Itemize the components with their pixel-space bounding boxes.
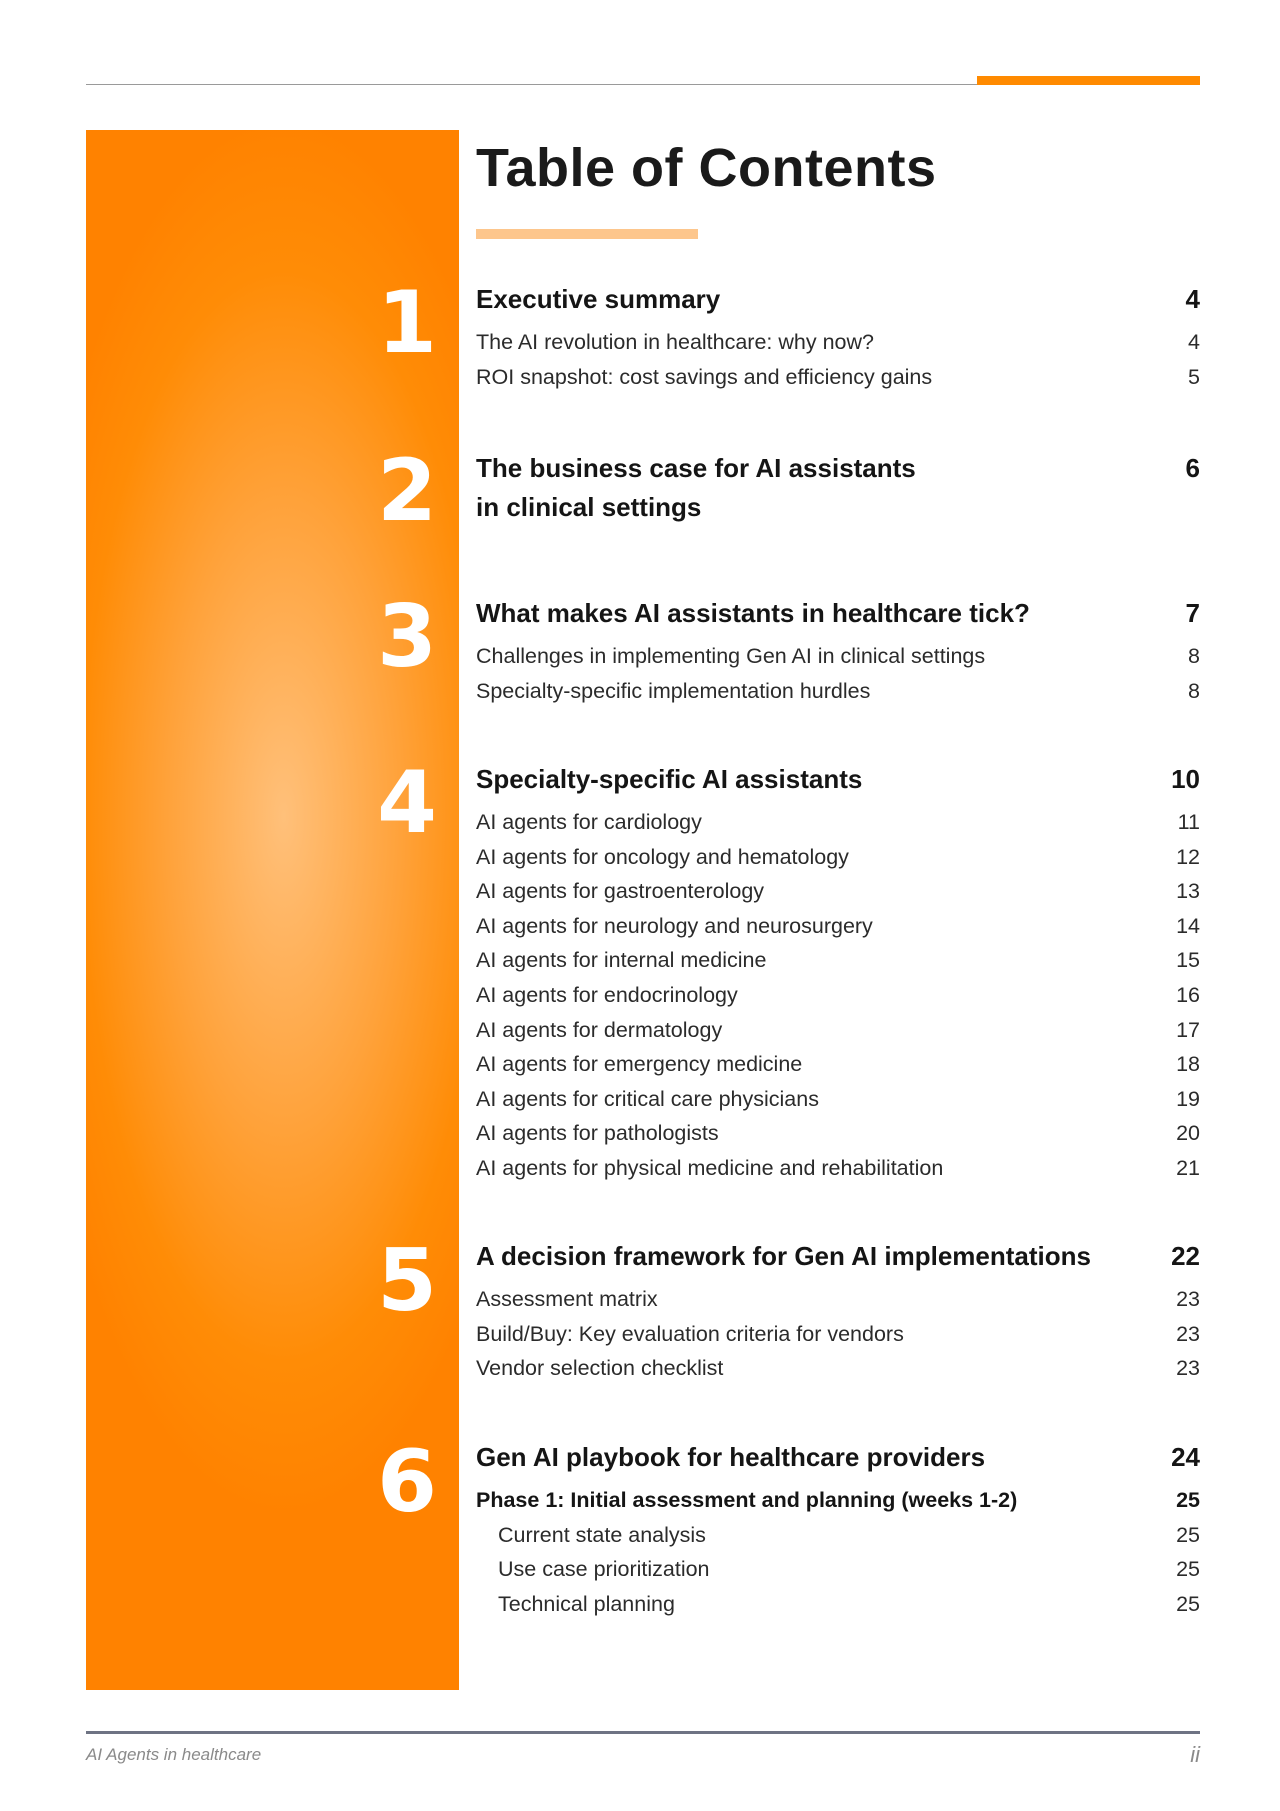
toc-entry-page: 13 bbox=[1176, 879, 1200, 904]
toc-entry-page: 25 bbox=[1176, 1557, 1200, 1582]
toc-entry-label: AI agents for dermatology bbox=[476, 1017, 723, 1042]
toc-entry-label: Assessment matrix bbox=[476, 1287, 658, 1311]
toc-entry-page: 12 bbox=[1176, 844, 1200, 869]
toc-entry-label: Current state analysis bbox=[498, 1522, 706, 1547]
toc-section-page: 6 bbox=[1185, 453, 1200, 483]
toc-section-heading[interactable] bbox=[476, 1438, 1200, 1477]
toc-section-6 bbox=[476, 1438, 1200, 1621]
toc-entry[interactable] bbox=[476, 909, 1200, 944]
toc-entry-label: AI agents for neurology and neurosurgery bbox=[476, 913, 873, 938]
toc-entry-page: 11 bbox=[1177, 810, 1200, 834]
footer-document-title: AI Agents in healthcare bbox=[86, 1745, 262, 1764]
toc-entry-label: Build/Buy: Key evaluation criteria for vendors bbox=[476, 1321, 904, 1346]
footer-page-number: ii bbox=[1190, 1742, 1200, 1767]
toc-entry[interactable] bbox=[476, 674, 1200, 709]
toc-entry-page: 8 bbox=[1188, 644, 1200, 668]
toc-entry-label: Specialty-specific implementation hurdles bbox=[476, 678, 871, 703]
toc-section-title bbox=[476, 449, 1116, 527]
toc-section-page: 4 bbox=[1185, 284, 1200, 314]
toc-entry[interactable] bbox=[476, 1552, 1200, 1587]
section-number-3: 3 bbox=[377, 587, 437, 687]
toc-section-title-line1: The business case for AI assistants bbox=[476, 453, 916, 483]
footer-rule bbox=[86, 1731, 1200, 1734]
toc-entry-page: 15 bbox=[1176, 948, 1200, 973]
toc-section-page: 24 bbox=[1171, 1442, 1200, 1472]
toc-entry-page: 21 bbox=[1176, 1155, 1200, 1180]
toc-entry-label: AI agents for gastroenterology bbox=[476, 879, 765, 904]
toc-entry-page: 19 bbox=[1176, 1086, 1200, 1111]
toc-entry-label: AI agents for critical care physicians bbox=[476, 1086, 819, 1111]
toc-entry[interactable] bbox=[476, 943, 1200, 978]
toc-section-heading[interactable] bbox=[476, 449, 1200, 527]
toc-entry-page: 4 bbox=[1188, 330, 1200, 354]
toc-entry-label: AI agents for cardiology bbox=[476, 810, 702, 834]
toc-entry-label: AI agents for emergency medicine bbox=[476, 1052, 803, 1077]
title-underline bbox=[476, 229, 698, 239]
section-number-1: 1 bbox=[377, 273, 437, 373]
toc-entry-label: AI agents for pathologists bbox=[476, 1121, 719, 1146]
toc-entry-page: 8 bbox=[1188, 678, 1200, 703]
top-accent-bar bbox=[977, 76, 1200, 85]
toc-section-3 bbox=[476, 594, 1200, 708]
toc-entry[interactable] bbox=[476, 1282, 1200, 1317]
toc-section-title: A decision framework for Gen AI implementations bbox=[476, 1241, 1091, 1271]
toc-entry[interactable] bbox=[476, 1082, 1200, 1117]
toc-entry[interactable] bbox=[476, 874, 1200, 909]
toc-entry-page: 23 bbox=[1176, 1287, 1200, 1311]
toc-entry[interactable] bbox=[476, 639, 1200, 674]
toc-section-1 bbox=[476, 280, 1200, 394]
toc-entry-label: The AI revolution in healthcare: why now? bbox=[476, 330, 874, 354]
toc-entry-page: 5 bbox=[1188, 364, 1200, 389]
toc-entry-label: Technical planning bbox=[498, 1591, 675, 1616]
toc-section-title: Executive summary bbox=[476, 284, 721, 314]
toc-subheading[interactable] bbox=[476, 1483, 1200, 1518]
section-number-5: 5 bbox=[377, 1231, 437, 1331]
toc-entry-label: Challenges in implementing Gen AI in clinical settings bbox=[476, 644, 986, 668]
section-number-4: 4 bbox=[377, 753, 437, 853]
toc-entry-page: 14 bbox=[1176, 913, 1200, 938]
toc-section-page: 22 bbox=[1171, 1241, 1200, 1271]
toc-entry[interactable] bbox=[476, 360, 1200, 395]
toc-entry[interactable] bbox=[476, 1351, 1200, 1386]
toc-entry-page: 25 bbox=[1176, 1488, 1200, 1512]
section-number-2: 2 bbox=[377, 441, 437, 541]
toc-entry-label: AI agents for oncology and hematology bbox=[476, 844, 849, 869]
toc-section-heading[interactable] bbox=[476, 1237, 1200, 1276]
toc-section-page: 10 bbox=[1171, 764, 1200, 794]
toc-entry-page: 25 bbox=[1176, 1522, 1200, 1547]
toc-section-2 bbox=[476, 449, 1200, 527]
toc-entry[interactable] bbox=[476, 1587, 1200, 1622]
toc-entry-label: AI agents for endocrinology bbox=[476, 982, 738, 1007]
toc-section-title-line2: in clinical settings bbox=[476, 492, 702, 522]
toc-entry[interactable] bbox=[476, 1151, 1200, 1186]
toc-entry-page: 20 bbox=[1176, 1121, 1200, 1146]
toc-entry[interactable] bbox=[476, 1013, 1200, 1048]
toc-section-4 bbox=[476, 760, 1200, 1186]
toc-entry-label: Phase 1: Initial assessment and planning (weeks 1-2) bbox=[476, 1488, 1018, 1512]
toc-entry[interactable] bbox=[476, 325, 1200, 360]
toc-entry[interactable] bbox=[476, 1116, 1200, 1151]
toc-entry[interactable] bbox=[476, 1047, 1200, 1082]
section-number-panel bbox=[86, 130, 459, 1690]
toc-section-title: What makes AI assistants in healthcare tick? bbox=[476, 598, 1030, 628]
toc-section-heading[interactable] bbox=[476, 280, 1200, 319]
toc-entry-page: 23 bbox=[1176, 1321, 1200, 1346]
toc-section-heading[interactable] bbox=[476, 594, 1200, 633]
toc-entry-label: Vendor selection checklist bbox=[476, 1356, 724, 1381]
page-title: Table of Contents bbox=[476, 138, 937, 198]
toc-section-5 bbox=[476, 1237, 1200, 1386]
toc-section-title: Gen AI playbook for healthcare providers bbox=[476, 1442, 986, 1472]
toc-entry-label: AI agents for internal medicine bbox=[476, 948, 767, 973]
toc-entry-label: ROI snapshot: cost savings and efficiency gains bbox=[476, 364, 933, 389]
toc-entry-page: 18 bbox=[1176, 1052, 1200, 1077]
toc-entry[interactable] bbox=[476, 840, 1200, 875]
toc-entry-page: 23 bbox=[1176, 1356, 1200, 1381]
toc-entry[interactable] bbox=[476, 805, 1200, 840]
toc-section-page: 7 bbox=[1185, 598, 1200, 628]
toc-entry-page: 17 bbox=[1176, 1017, 1200, 1042]
toc-section-title: Specialty-specific AI assistants bbox=[476, 764, 863, 794]
toc-entry-page: 25 bbox=[1176, 1591, 1200, 1616]
toc-entry[interactable] bbox=[476, 978, 1200, 1013]
toc-entry[interactable] bbox=[476, 1317, 1200, 1352]
toc-section-heading[interactable] bbox=[476, 760, 1200, 799]
toc-entry[interactable] bbox=[476, 1518, 1200, 1553]
section-number-6: 6 bbox=[377, 1432, 437, 1532]
toc-entry-label: Use case prioritization bbox=[498, 1557, 710, 1582]
toc-entry-label: AI agents for physical medicine and rehabilitation bbox=[476, 1155, 944, 1180]
toc-entry-page: 16 bbox=[1176, 982, 1200, 1007]
